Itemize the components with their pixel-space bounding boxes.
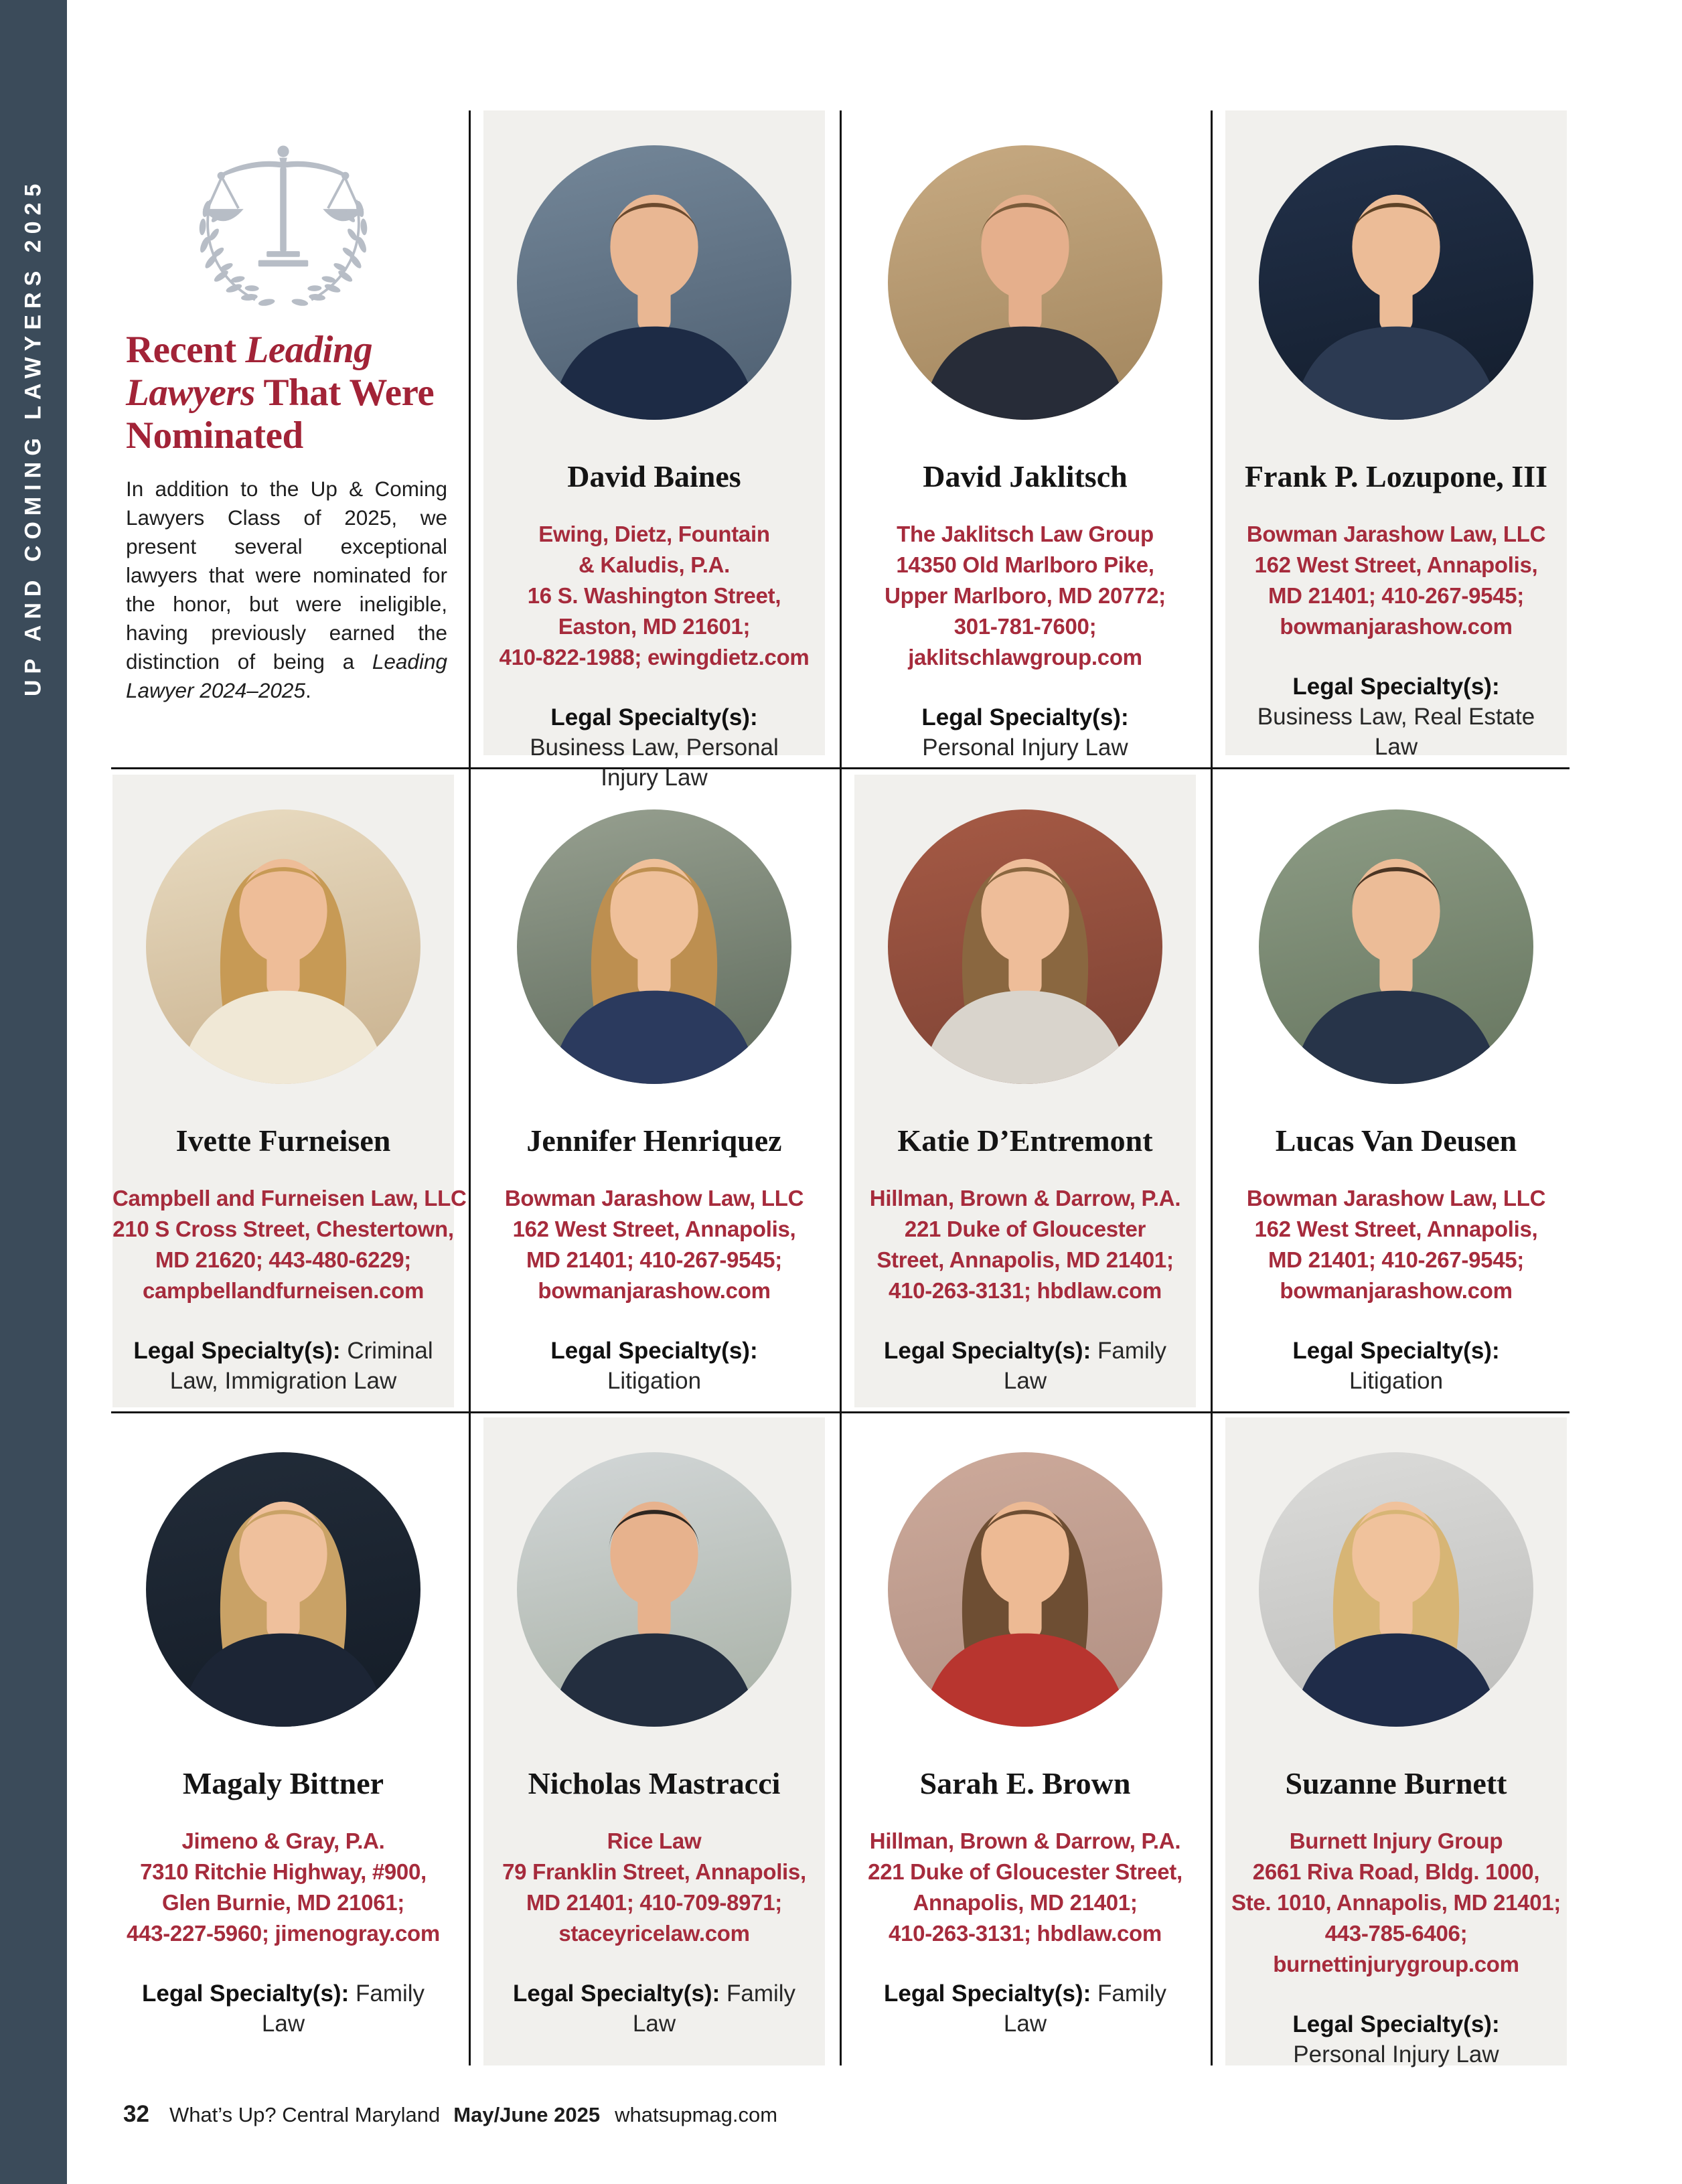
lawyer-name: Jennifer Henriquez bbox=[526, 1123, 782, 1158]
title-rest: That Were Nominated bbox=[126, 372, 435, 457]
person-avatar bbox=[1259, 1452, 1533, 1727]
contact-line: MD 21401; 410-267-9545; bbox=[1268, 583, 1524, 608]
lawyer-card bbox=[854, 110, 1196, 761]
contact-line: 221 Duke of Gloucester Street, bbox=[868, 1859, 1182, 1884]
contact-line: Campbell and Furneisen Law, LLC bbox=[112, 1186, 467, 1211]
lawyer-specialty bbox=[1225, 2009, 1567, 2070]
grid-divider bbox=[111, 1411, 1570, 1413]
section-banner-label: UP AND COMING LAWYERS 2025 bbox=[20, 177, 46, 696]
contact-line: MD 21401; 410-267-9545; bbox=[526, 1247, 782, 1272]
section-banner bbox=[0, 0, 67, 2184]
contact-line: 7310 Ritchie Highway, #900, bbox=[140, 1859, 427, 1884]
lawyer-name: David Jaklitsch bbox=[923, 459, 1128, 493]
specialty-value: Business Law, Personal Injury Law bbox=[530, 734, 779, 791]
contact-line: 162 West Street, Annapolis, bbox=[1254, 552, 1538, 577]
specialty-value: Personal Injury Law bbox=[922, 734, 1128, 761]
person-avatar bbox=[888, 1452, 1162, 1727]
contact-line: 443-227-5960; jimenogray.com bbox=[127, 1921, 440, 1946]
specialty-value: Family Law bbox=[1003, 1980, 1167, 2037]
contact-line: 301-781-7600; bbox=[953, 614, 1097, 639]
intro-section bbox=[98, 110, 469, 705]
lawyer-photo bbox=[517, 1452, 791, 1727]
specialty-value: Litigation bbox=[607, 1368, 702, 1394]
lawyer-specialty bbox=[854, 1336, 1196, 1396]
specialty-label: Legal Specialty(s): bbox=[921, 704, 1129, 730]
page-number: 32 bbox=[123, 2101, 149, 2127]
lawyer-name: Suzanne Burnett bbox=[1285, 1766, 1507, 1800]
grid-divider bbox=[840, 110, 842, 2065]
lawyer-specialty bbox=[483, 1336, 825, 1396]
lawyer-card bbox=[112, 775, 467, 1407]
contact-line: MD 21401; 410-267-9545; bbox=[1268, 1247, 1524, 1272]
contact-line: 2661 Riva Road, Bldg. 1000, bbox=[1252, 1859, 1540, 1884]
lawyer-specialty bbox=[112, 1336, 454, 1396]
title-italic: Leading Lawyers bbox=[126, 329, 373, 414]
contact-line: bowmanjarashow.com bbox=[1280, 614, 1513, 639]
lawyer-card bbox=[483, 110, 825, 791]
specialty-label: Legal Specialty(s): bbox=[550, 1338, 758, 1364]
contact-line: Easton, MD 21601; bbox=[558, 614, 751, 639]
specialty-label: Legal Specialty(s): bbox=[1292, 674, 1500, 700]
lawyer-card bbox=[483, 1417, 825, 2065]
contact-line: 16 S. Washington Street, bbox=[527, 583, 781, 608]
contact-line: 14350 Old Marlboro Pike, bbox=[896, 552, 1154, 577]
contact-line: 221 Duke of Gloucester bbox=[904, 1217, 1146, 1241]
magazine-name: What’s Up? Central Maryland bbox=[169, 2103, 441, 2126]
lawyer-specialty bbox=[1225, 1336, 1567, 1396]
contact-line: 210 S Cross Street, Chestertown, bbox=[112, 1217, 454, 1241]
page-footer bbox=[123, 2101, 777, 2128]
lawyer-name: Frank P. Lozupone, III bbox=[1244, 459, 1548, 493]
intro-paragraph bbox=[126, 475, 447, 705]
person-avatar bbox=[146, 1452, 420, 1727]
lawyer-name: Magaly Bittner bbox=[182, 1766, 384, 1800]
person-avatar bbox=[888, 809, 1162, 1084]
grid-divider bbox=[111, 767, 1570, 769]
title-lead: Recent bbox=[126, 329, 246, 371]
contact-line: Glen Burnie, MD 21061; bbox=[161, 1890, 404, 1915]
contact-line: jaklitschlawgroup.com bbox=[908, 645, 1142, 670]
lawyer-contact bbox=[483, 519, 825, 673]
lawyer-name: Ivette Furneisen bbox=[175, 1123, 391, 1158]
lawyer-contact bbox=[1225, 519, 1567, 642]
contact-line: 410-263-3131; hbdlaw.com bbox=[889, 1278, 1162, 1303]
lawyer-contact bbox=[483, 1826, 825, 1949]
specialty-value: Criminal Law, Immigration Law bbox=[169, 1338, 433, 1394]
lawyer-specialty bbox=[483, 1978, 825, 2039]
lawyer-contact bbox=[483, 1183, 825, 1306]
lawyer-card bbox=[483, 775, 825, 1407]
contact-line: Rice Law bbox=[607, 1828, 702, 1853]
scales-of-justice-laurel-icon bbox=[183, 139, 384, 311]
specialty-value: Family Law bbox=[632, 1980, 796, 2037]
lawyer-card bbox=[112, 1417, 454, 2065]
lawyer-photo bbox=[888, 809, 1162, 1084]
person-avatar bbox=[146, 809, 420, 1084]
lawyer-photo bbox=[146, 809, 420, 1084]
contact-line: Ewing, Dietz, Fountain bbox=[538, 522, 770, 546]
contact-line: 443-785-6406; bbox=[1324, 1921, 1468, 1946]
specialty-label: Legal Specialty(s): bbox=[550, 704, 758, 730]
lawyer-specialty bbox=[854, 702, 1196, 763]
contact-line: Bowman Jarashow Law, LLC bbox=[1246, 1186, 1546, 1211]
intro-text-italic: Leading Lawyer 2024–2025 bbox=[126, 649, 447, 702]
intro-text: In addition to the Up & Coming Lawyers Class of 2025, we present several exceptional lawyers that were nominated for the honor, but were ineligible, having previously earned the distinction of being a bbox=[126, 477, 447, 674]
page-title bbox=[126, 329, 441, 457]
lawyer-card bbox=[1225, 775, 1567, 1407]
contact-line: burnettinjurygroup.com bbox=[1273, 1952, 1519, 1976]
lawyer-photo bbox=[888, 145, 1162, 420]
lawyer-photo bbox=[517, 145, 791, 420]
website-text: whatsupmag.com bbox=[615, 2103, 778, 2126]
person-avatar bbox=[517, 1452, 791, 1727]
issue-date: May/June 2025 bbox=[453, 2103, 601, 2126]
contact-line: Street, Annapolis, MD 21401; bbox=[876, 1247, 1174, 1272]
contact-line: MD 21401; 410-709-8971; bbox=[526, 1890, 782, 1915]
lawyer-contact bbox=[112, 1826, 454, 1949]
specialty-value: Business Law, Real Estate Law bbox=[1257, 704, 1535, 760]
person-avatar bbox=[1259, 809, 1533, 1084]
person-avatar bbox=[888, 145, 1162, 420]
contact-line: staceyricelaw.com bbox=[558, 1921, 750, 1946]
lawyer-name: Lucas Van Deusen bbox=[1275, 1123, 1517, 1158]
lawyer-contact bbox=[112, 1183, 467, 1306]
grid-divider bbox=[469, 110, 471, 2065]
lawyer-contact bbox=[854, 1183, 1196, 1306]
specialty-label: Legal Specialty(s): bbox=[1292, 1338, 1500, 1364]
contact-line: Upper Marlboro, MD 20772; bbox=[885, 583, 1166, 608]
lawyer-name: Sarah E. Brown bbox=[919, 1766, 1131, 1800]
lawyer-card bbox=[1225, 1417, 1567, 2068]
specialty-value: Family Law bbox=[1003, 1338, 1167, 1394]
lawyer-contact bbox=[854, 1826, 1196, 1949]
contact-line: The Jaklitsch Law Group bbox=[897, 522, 1154, 546]
contact-line: & Kaludis, P.A. bbox=[579, 552, 730, 577]
specialty-label: Legal Specialty(s): bbox=[133, 1338, 341, 1364]
contact-line: campbellandfurneisen.com bbox=[142, 1278, 425, 1303]
person-avatar bbox=[1259, 145, 1533, 420]
lawyer-photo bbox=[888, 1452, 1162, 1727]
lawyer-photo bbox=[1259, 809, 1533, 1084]
contact-line: Annapolis, MD 21401; bbox=[913, 1890, 1138, 1915]
lawyer-photo bbox=[1259, 145, 1533, 420]
intro-text-suffix: . bbox=[305, 678, 311, 702]
specialty-value: Family Law bbox=[261, 1980, 425, 2037]
lawyer-name: Nicholas Mastracci bbox=[528, 1766, 781, 1800]
contact-line: 79 Franklin Street, Annapolis, bbox=[502, 1859, 806, 1884]
specialty-label: Legal Specialty(s): bbox=[883, 1338, 1091, 1364]
specialty-label: Legal Specialty(s): bbox=[883, 1980, 1091, 2007]
lawyer-contact bbox=[854, 519, 1196, 673]
lawyer-contact bbox=[1225, 1826, 1567, 1980]
contact-line: Jimeno & Gray, P.A. bbox=[181, 1828, 385, 1853]
lawyer-specialty bbox=[112, 1978, 454, 2039]
person-avatar bbox=[517, 809, 791, 1084]
contact-line: 162 West Street, Annapolis, bbox=[1254, 1217, 1538, 1241]
lawyer-photo bbox=[1259, 1452, 1533, 1727]
lawyer-photo bbox=[517, 809, 791, 1084]
lawyer-specialty bbox=[854, 1978, 1196, 2039]
lawyer-photo bbox=[146, 1452, 420, 1727]
contact-line: Ste. 1010, Annapolis, MD 21401; bbox=[1231, 1890, 1561, 1915]
contact-line: 410-822-1988; ewingdietz.com bbox=[499, 645, 810, 670]
lawyer-name: David Baines bbox=[567, 459, 741, 493]
lawyer-card bbox=[854, 1417, 1196, 2065]
specialty-label: Legal Specialty(s): bbox=[512, 1980, 720, 2007]
grid-divider bbox=[1211, 110, 1213, 2065]
contact-line: Hillman, Brown & Darrow, P.A. bbox=[869, 1186, 1181, 1211]
lawyer-name: Katie D’Entremont bbox=[897, 1123, 1153, 1158]
contact-line: 410-263-3131; hbdlaw.com bbox=[889, 1921, 1162, 1946]
lawyer-card bbox=[1225, 110, 1567, 760]
lawyer-card bbox=[854, 775, 1196, 1407]
specialty-value: Litigation bbox=[1349, 1368, 1444, 1394]
lawyer-contact bbox=[1225, 1183, 1567, 1306]
contact-line: bowmanjarashow.com bbox=[538, 1278, 771, 1303]
specialty-label: Legal Specialty(s): bbox=[141, 1980, 350, 2007]
contact-line: Burnett Injury Group bbox=[1289, 1828, 1503, 1853]
contact-line: 162 West Street, Annapolis, bbox=[512, 1217, 796, 1241]
person-avatar bbox=[517, 145, 791, 420]
specialty-label: Legal Specialty(s): bbox=[1292, 2011, 1500, 2037]
contact-line: bowmanjarashow.com bbox=[1280, 1278, 1513, 1303]
lawyer-specialty bbox=[1225, 672, 1567, 762]
contact-line: Hillman, Brown & Darrow, P.A. bbox=[869, 1828, 1181, 1853]
contact-line: Bowman Jarashow Law, LLC bbox=[504, 1186, 804, 1211]
contact-line: MD 21620; 443-480-6229; bbox=[155, 1247, 411, 1272]
specialty-value: Personal Injury Law bbox=[1293, 2041, 1499, 2068]
contact-line: Bowman Jarashow Law, LLC bbox=[1246, 522, 1546, 546]
